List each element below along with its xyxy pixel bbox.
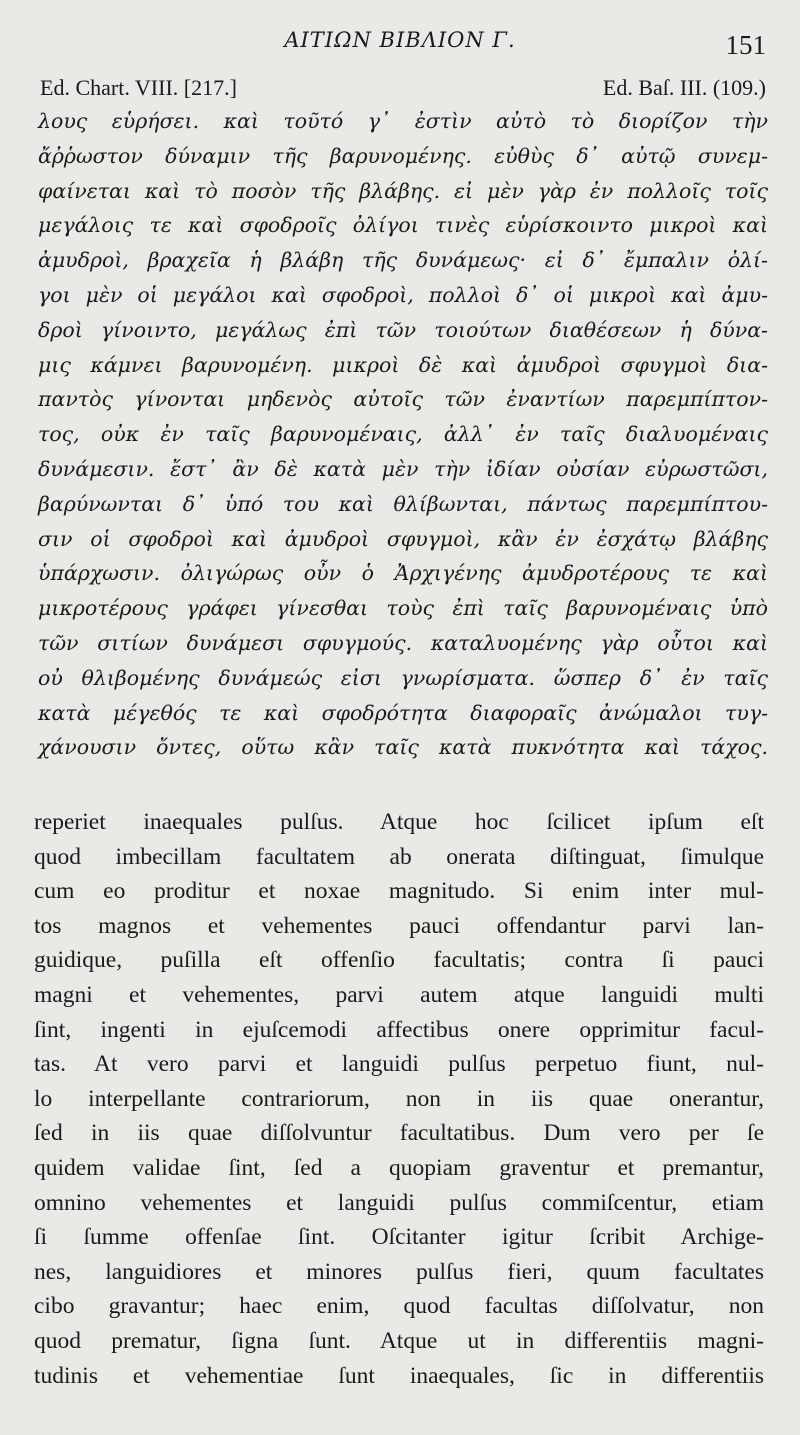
greek-text-line: μις κάμνει βαρυνομένη. μικροὶ δὲ καὶ ἀμυδροὶ σφυγμοὶ δια- <box>38 352 768 377</box>
edition-reference-right: Ed. Baſ. III. (109.) <box>602 75 766 100</box>
latin-text-line: omnino vehementes et languidi pulſus commiſcentur, etiam <box>34 1189 764 1216</box>
latin-text-line: cibo gravantur; haec enim, quod facultas diſſolvatur, non <box>34 1293 764 1320</box>
latin-text-line: tos magnos et vehementes pauci offendantur parvi lan- <box>34 912 764 939</box>
greek-text-line: τῶν σιτίων δυνάμεσι σφυγμούς. καταλυομένης γὰρ οὗτοι καὶ <box>38 630 768 655</box>
latin-text-line: ſi ſumme offenſae ſint. Oſcitanter igitur ſcribit Archige- <box>34 1224 764 1251</box>
greek-text-line: τος, οὐκ ἐν ταῖς βαρυνομέναις, ἀλλ᾽ ἐν ταῖς διαλυομέναις <box>38 422 768 447</box>
latin-text-line: guidique, puſilla eſt offenſio facultatis; contra ſi pauci <box>34 947 764 974</box>
greek-text-line: οὐ θλιβομένης δυνάμεώς εἰσι γνωρίσματα. ὥσπερ δ᾽ ἐν ταῖς <box>38 665 768 690</box>
greek-text-line: γοι μὲν οἱ μεγάλοι καὶ σφοδροὶ, πολλοὶ δ᾽ οἱ μικροὶ καὶ ἀμυ- <box>38 282 768 307</box>
latin-text-line: reperiet inaequales pulſus. Atque hoc ſcilicet ipſum eſt <box>34 809 764 835</box>
latin-text-line: quidem validae ſint, ſed a quopiam graventur et premantur, <box>34 1154 764 1181</box>
greek-text-block <box>38 104 768 765</box>
greek-text-line: φαίνεται καὶ τὸ ποσὸν τῆς βλάβης. εἰ μὲν γὰρ ἐν πολλοῖς τοῖς <box>38 178 768 203</box>
edition-reference-left: Ed. Chart. VIII. [217.] <box>40 75 237 100</box>
latin-text-line: tudinis et vehementiae ſunt inaequales, ſic in differentiis <box>34 1362 764 1389</box>
latin-text-line: tas. At vero parvi et languidi pulſus perpetuo fiunt, nul- <box>34 1051 764 1078</box>
greek-text-line: χάνουσιν ὄντες, οὕτω κἂν ταῖς κατὰ πυκνότητα καὶ τάχος. <box>38 735 768 760</box>
greek-text-line: παντὸς γίνονται μηδενὸς αὐτοῖς τῶν ἐναντίων παρεμπίπτον- <box>38 387 768 412</box>
greek-text-line: μεγάλοις τε καὶ σφοδροῖς ὀλίγοι τινὲς εὑρίσκοιντο μικροὶ καὶ <box>38 213 768 238</box>
latin-text-line: magni et vehementes, parvi autem atque languidi multi <box>34 981 764 1008</box>
greek-text-line: μικροτέρους γράφει γίνεσθαι τοὺς ἐπὶ ταῖς βαρυνομέναις ὑπὸ <box>38 596 768 621</box>
latin-text-line: ſint, ingenti in ejuſcemodi affectibus onere opprimitur facul- <box>34 1016 764 1043</box>
greek-text-line: δυνάμεσιν. ἔστ᾽ ἂν δὲ κατὰ μὲν τὴν ἰδίαν οὐσίαν εὐρωστῶσι, <box>38 456 768 481</box>
latin-text-line: quod imbecillam facultatem ab onerata diſtinguat, ſimulque <box>34 843 764 870</box>
latin-text-block <box>34 805 764 1393</box>
greek-text-line: ἄῤῥωστον δύναμιν τῆς βαρυνομένης. εὐθὺς δ᾽ αὐτῷ συνεμ- <box>38 143 768 168</box>
greek-text-line: σιν οἱ σφοδροὶ καὶ ἀμυδροὶ σφυγμοὶ, κἂν ἐν ἐσχάτῳ βλάβης <box>38 526 768 551</box>
greek-text-line: ὑπάρχωσιν. ὀλιγώρως οὖν ὁ Ἀρχιγένης ἀμυδροτέρους τε καὶ <box>38 561 768 586</box>
greek-text-line: ἀμυδροὶ, βραχεῖα ἡ βλάβη τῆς δυνάμεως· εἰ δ᾽ ἔμπαλιν ὀλί- <box>38 248 768 273</box>
latin-text-line: lo interpellante contrariorum, non in iis quae onerantur, <box>34 1085 764 1112</box>
page-number: 151 <box>725 30 766 60</box>
greek-text-line: κατὰ μέγεθός τε καὶ σφοδρότητα διαφοραῖς ἀνώμαλοι τυγ- <box>38 700 768 725</box>
greek-text-line: λους εὑρήσει. καὶ τοῦτό γ᾽ ἐστὶν αὐτὸ τὸ διορίζον τὴν <box>38 109 768 133</box>
greek-text-line: βαρύνωνται δ᾽ ὑπό του καὶ θλίβωνται, πάντως παρεμπίπτου- <box>38 491 768 516</box>
latin-text-line: nes, languidiores et minores pulſus fieri, quum facultates <box>34 1258 764 1285</box>
running-title: ΑΙΤΙΩΝ ΒΙΒΛΙΟΝ Γ. <box>284 28 516 52</box>
latin-text-line: cum eo proditur et noxae magnitudo. Si enim inter mul- <box>34 878 764 905</box>
latin-text-line: quod prematur, ſigna ſunt. Atque ut in differentiis magni- <box>34 1327 764 1354</box>
greek-text-line: δροὶ γίνοιντο, μεγάλως ἐπὶ τῶν τοιούτων διαθέσεων ἡ δύνα- <box>38 317 768 342</box>
latin-text-line: ſed in iis quae diſſolvuntur facultatibus. Dum vero per ſe <box>34 1120 764 1147</box>
